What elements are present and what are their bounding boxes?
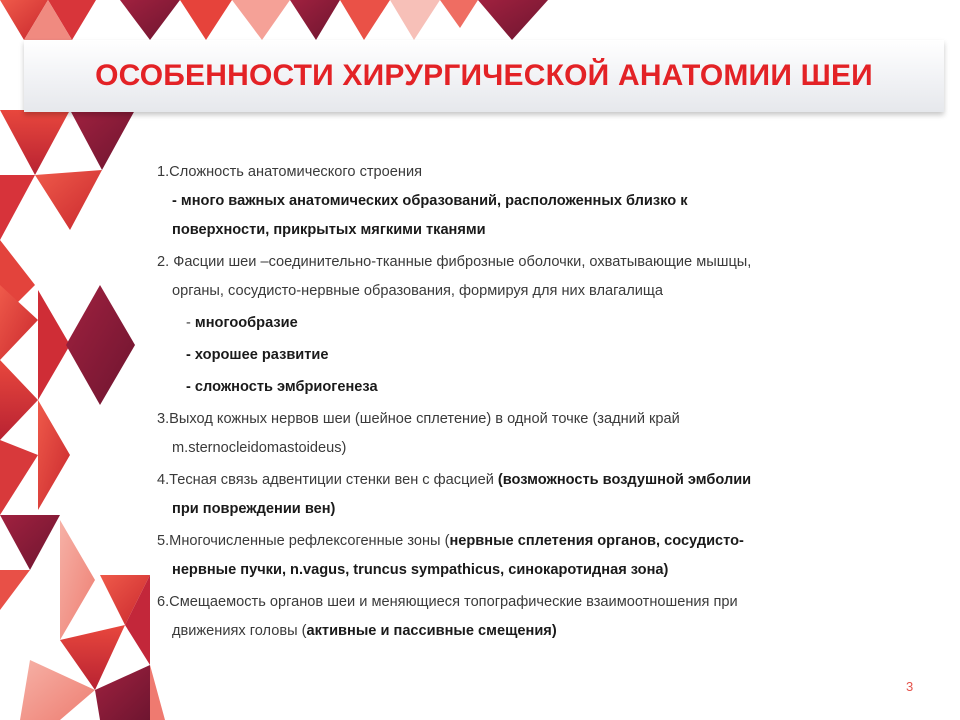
list-item-1-detail: - много важных анатомических образований, расположенных близко к <box>172 193 688 209</box>
triangle-decor <box>0 570 30 610</box>
triangle-decor <box>478 0 548 40</box>
triangle-decor <box>290 0 340 40</box>
slide-content <box>157 158 897 646</box>
triangle-decor <box>0 515 60 570</box>
list-item-1: 1.Сложность анатомического строения <box>157 164 423 180</box>
list-item-3-cont: m.sternocleidomastoideus) <box>172 440 347 456</box>
sub-bullet: - многообразие <box>186 315 298 331</box>
triangle-decor <box>340 0 390 40</box>
triangle-decor <box>66 285 135 405</box>
list-item-2: 2. Фасции шеи –соединительно-тканные фиброзные оболочки, охватывающие мышцы, <box>157 254 752 270</box>
triangle-decor <box>0 360 38 440</box>
list-item-4-emphasis-cont: при повреждении вен) <box>172 501 336 517</box>
sub-bullet-text: многообразие <box>194 315 298 331</box>
triangle-decor <box>440 0 478 28</box>
triangle-decor <box>390 0 440 40</box>
triangle-decor <box>35 170 102 230</box>
list-item-4-emphasis: (возможность воздушной эмболии <box>497 472 752 488</box>
list-item-5 <box>157 527 897 556</box>
list-item-5-text: 5.Многочисленные рефлексогенные зоны ( <box>157 533 450 549</box>
triangle-decor <box>38 400 70 510</box>
list-item-5-emphasis: нервные сплетения органов, сосудисто- <box>449 533 744 549</box>
list-item-3: 3.Выход кожных нервов шеи (шейное сплетение) в одной точке (задний край <box>157 411 680 427</box>
triangle-decor <box>0 440 38 515</box>
list-item-5-emphasis-cont: нервные пучки, n.vagus, truncus sympathicus, синокаротидная зона) <box>172 562 669 578</box>
list-item-6-cont <box>157 617 897 646</box>
title-bar <box>24 40 944 112</box>
sub-bullet-list <box>157 309 897 402</box>
triangle-decor <box>180 0 232 40</box>
triangle-decor <box>120 0 180 40</box>
triangle-decor <box>38 290 70 400</box>
triangle-decor <box>0 110 70 175</box>
triangle-decor <box>70 110 135 170</box>
list-item-2-cont: органы, сосудисто-нервные образования, формируя для них влагалища <box>172 283 664 299</box>
triangle-decor <box>0 175 35 240</box>
triangle-decor <box>60 520 95 640</box>
triangle-decor <box>232 0 290 40</box>
list-item-6-emphasis: активные и пассивные смещения) <box>306 623 557 639</box>
sub-bullet <box>157 341 897 370</box>
list-item-6-text: движениях головы ( <box>172 623 307 639</box>
sub-bullet-text: хорошее развитие <box>194 347 329 363</box>
sub-bullet-text: - <box>186 379 195 395</box>
triangle-decor <box>150 665 165 720</box>
list-item-6: 6.Смещаемость органов шеи и меняющиеся топографические взаимоотношения при <box>157 594 738 610</box>
slide-title: ОСОБЕННОСТИ ХИРУРГИЧЕСКОЙ АНАТОМИИ ШЕИ <box>95 59 873 92</box>
list-item-1-detail-cont: поверхности, прикрытых мягкими тканями <box>172 222 486 238</box>
sub-bullet <box>157 373 897 402</box>
page-number: 3 <box>906 679 914 694</box>
sub-bullet-text: сложность эмбриогенеза <box>194 379 378 395</box>
triangle-decor <box>95 665 150 720</box>
sub-bullet-text: - <box>186 347 195 363</box>
list-item-4-text: 4.Тесная связь адвентиции стенки вен с фасцией <box>157 472 498 488</box>
list-item-4 <box>157 466 897 495</box>
